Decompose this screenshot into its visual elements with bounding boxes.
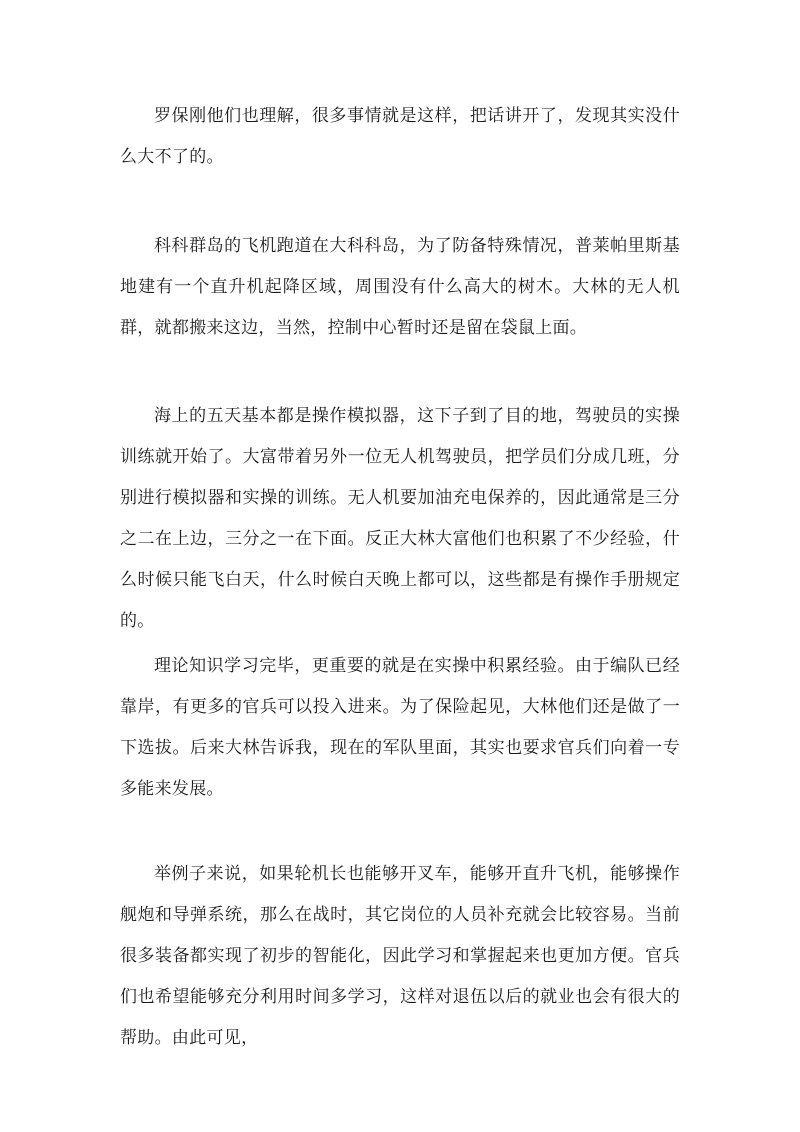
paragraph: 海上的五天基本都是操作模拟器，这下子到了目的地，驾驶员的实操训练就开始了。大富带着另外一位无人机驾驶员，把学员们分成几班，分别进行模拟器和实操的训练。无人机要加油充电保养的，因此通常是三分之二在上边，三分之一在下面。反正大林大富他们也积累了不少经验，什么时候只能飞白天，什么时候白天晚上都可以，这些都是有操作手册规定的。 [120,406,680,631]
paragraph: 罗保刚他们也理解，很多事情就是这样，把话讲开了，发现其实没什么大不了的。 [120,106,680,167]
paragraph: 举例子来说，如果轮机长也能够开叉车，能够开直升飞机，能够操作舰炮和导弹系统，那么在战时，其它岗位的人员补充就会比较容易。当前很多装备都实现了初步的智能化，因此学习和掌握起来也更加方便。官兵们也希望能够充分利用时间多学习，这样对退伍以后的就业也会有很大的帮助。由此可见， [120,864,680,1048]
paragraph: 科科群岛的飞机跑道在大科科岛，为了防备特殊情况，普莱帕里斯基地建有一个直升机起降区域，周围没有什么高大的树木。大林的无人机群，就都搬来这边，当然，控制中心暂时还是留在袋鼠上面。 [120,236,680,338]
paragraph: 理论知识学习完毕，更重要的就是在实操中积累经验。由于编队已经靠岸，有更多的官兵可以投入进来。为了保险起见，大林他们还是做了一下选拔。后来大林告诉我，现在的军队里面，其实也要求官兵们向着一专多能来发展。 [120,656,680,799]
